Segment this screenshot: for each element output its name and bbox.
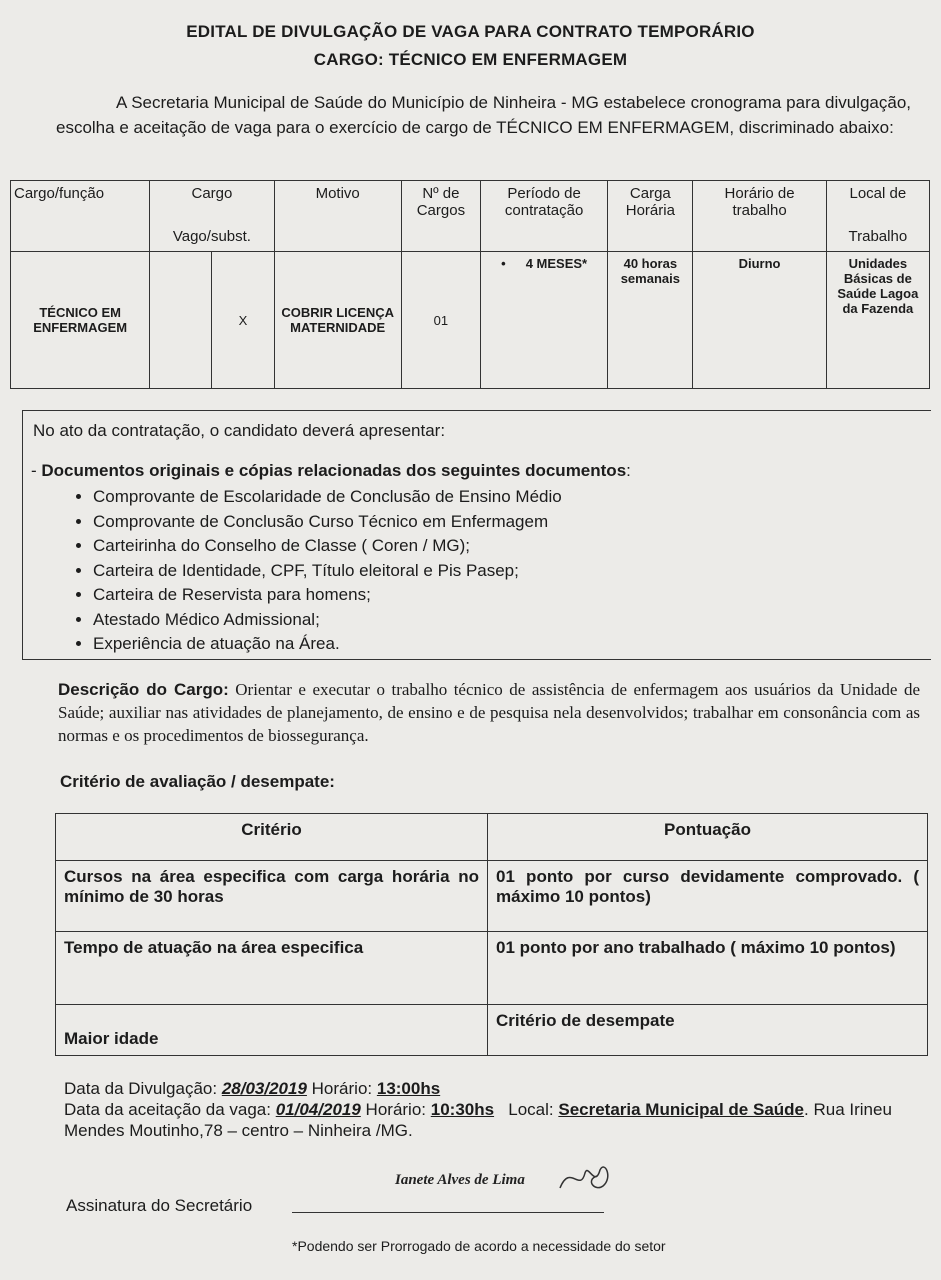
address: . Rua Irineu Mendes Moutinho,78 – centro – Ninheira /MG.: [64, 1100, 892, 1140]
document-title: EDITAL DE DIVULGAÇÃO DE VAGA PARA CONTRATO TEMPORÁRIO: [186, 22, 755, 41]
aceitacao-time: 10:30hs: [430, 1100, 495, 1119]
criteria-table: [55, 813, 928, 1056]
table-row: [56, 932, 928, 1005]
cell-motivo: COBRIR LICENÇA MATERNIDADE: [274, 252, 401, 389]
cell-num-cargos: 01: [401, 252, 480, 389]
table-row: [56, 861, 928, 932]
bullet-icon: •: [501, 256, 506, 271]
cell-subst: X: [212, 252, 274, 389]
intro-paragraph: A Secretaria Municipal de Saúde do Município de Ninheira - MG estabelece cronograma para divulgação, escolha e aceitação de vaga para o exercício de cargo de TÉCNICO EM ENFERMAGEM, discriminado abaixo:: [56, 93, 911, 137]
documents-section: [22, 410, 931, 660]
signature-line: [292, 1212, 604, 1213]
local-name: Secretaria Municipal de Saúde: [558, 1100, 805, 1119]
table-row: [56, 1005, 928, 1056]
job-description: [58, 678, 920, 747]
cell-carga: 40 horas semanais: [608, 252, 693, 389]
cell-local: Unidades Básicas de Saúde Lagoa da Fazenda: [826, 252, 929, 389]
header-cargo-vago-subst: [150, 181, 274, 252]
list-item: • Carteira de Reservista para homens;: [93, 583, 562, 608]
signature-label: Assinatura do Secretário: [66, 1196, 253, 1215]
aceitacao-line: Data da aceitação da vaga: 01/04/2019 Horário: 10:30hs Local: Secretaria Municipal de Saúde. Rua Irineu Mendes Moutinho,78 – centro – Ninheira /MG.: [64, 1100, 892, 1140]
job-description-label: Descrição do Cargo:: [58, 680, 229, 699]
header-carga: Carga Horária: [608, 181, 693, 252]
criteria-cell: Tempo de atuação na área especifica: [56, 932, 488, 1005]
vacancy-table: [10, 180, 930, 389]
header-cargo-bottom: Vago/subst.: [172, 228, 251, 245]
cell-vago: [150, 252, 212, 389]
divulgacao-line: Data da Divulgação: 28/03/2019 Horário: 13:00hs: [64, 1079, 441, 1098]
job-description-text: Orientar e executar o trabalho técnico de assistência de enfermagem aos usuários da Unidade de Saúde; auxiliar nas atividades de planejamento, de ensino e de pesquisa nela desenvolvidos; trabalhar em consonância com as normas e os procedimentos de biossegurança.: [58, 680, 920, 745]
list-item: • Carteira de Identidade, CPF, Título eleitoral e Pis Pasep;: [93, 559, 562, 584]
list-item: • Experiência de atuação na Área.: [93, 632, 562, 657]
header-cargo-top: Cargo: [191, 185, 233, 202]
table-header-row: [11, 181, 930, 252]
header-pontuacao: Pontuação: [488, 814, 928, 861]
header-local: [826, 181, 929, 252]
header-num-cargos: Nº de Cargos: [401, 181, 480, 252]
documents-list: [53, 485, 562, 657]
table-row: [11, 252, 930, 389]
footnote: *Podendo ser Prorrogado de acordo a necessidade do setor: [292, 1238, 666, 1254]
list-item: • Comprovante de Escolaridade de Conclusão de Ensino Médio: [93, 485, 562, 510]
signature-scribble-icon: [555, 1158, 615, 1198]
cell-horario: Diurno: [693, 252, 826, 389]
dates-block: [64, 1078, 930, 1141]
criteria-cell: Cursos na área especifica com carga horária no mínimo de 30 horas: [56, 861, 488, 932]
divulgacao-date: 28/03/2019: [221, 1079, 307, 1098]
header-motivo: Motivo: [274, 181, 401, 252]
documents-intro: No ato da contratação, o candidato deverá apresentar:: [33, 421, 446, 440]
aceitacao-date: 01/04/2019: [275, 1100, 361, 1119]
score-cell: 01 ponto por ano trabalhado ( máximo 10 pontos): [488, 932, 928, 1005]
header-cargo-funcao: Cargo/função: [11, 181, 150, 252]
header-criterio: Critério: [56, 814, 488, 861]
divulgacao-time: 13:00hs: [376, 1079, 441, 1098]
cell-cargo-funcao: TÉCNICO EM ENFERMAGEM: [11, 252, 150, 389]
score-cell: 01 ponto por curso devidamente comprovado. ( máximo 10 pontos): [488, 861, 928, 932]
signature-name: Ianete Alves de Lima: [395, 1172, 525, 1188]
list-item: • Carteirinha do Conselho de Classe ( Coren / MG);: [93, 534, 562, 559]
criteria-header-row: [56, 814, 928, 861]
list-item: • Comprovante de Conclusão Curso Técnico em Enfermagem: [93, 510, 562, 535]
header-horario: Horário de trabalho: [693, 181, 826, 252]
cell-periodo: • 4 MESES*: [480, 252, 607, 389]
list-item: • Atestado Médico Admissional;: [93, 608, 562, 633]
score-cell: Critério de desempate: [488, 1005, 928, 1056]
header-periodo: Período de contratação: [480, 181, 607, 252]
header-local-bottom: Trabalho: [848, 228, 908, 245]
criteria-cell: Maior idade: [56, 1005, 488, 1056]
document-subtitle: CARGO: TÉCNICO EM ENFERMAGEM: [313, 50, 628, 69]
documents-heading: - Documentos originais e cópias relacionadas dos seguintes documentos:: [31, 461, 631, 480]
header-local-top: Local de: [849, 185, 907, 202]
criteria-title: Critério de avaliação / desempate:: [60, 772, 335, 791]
